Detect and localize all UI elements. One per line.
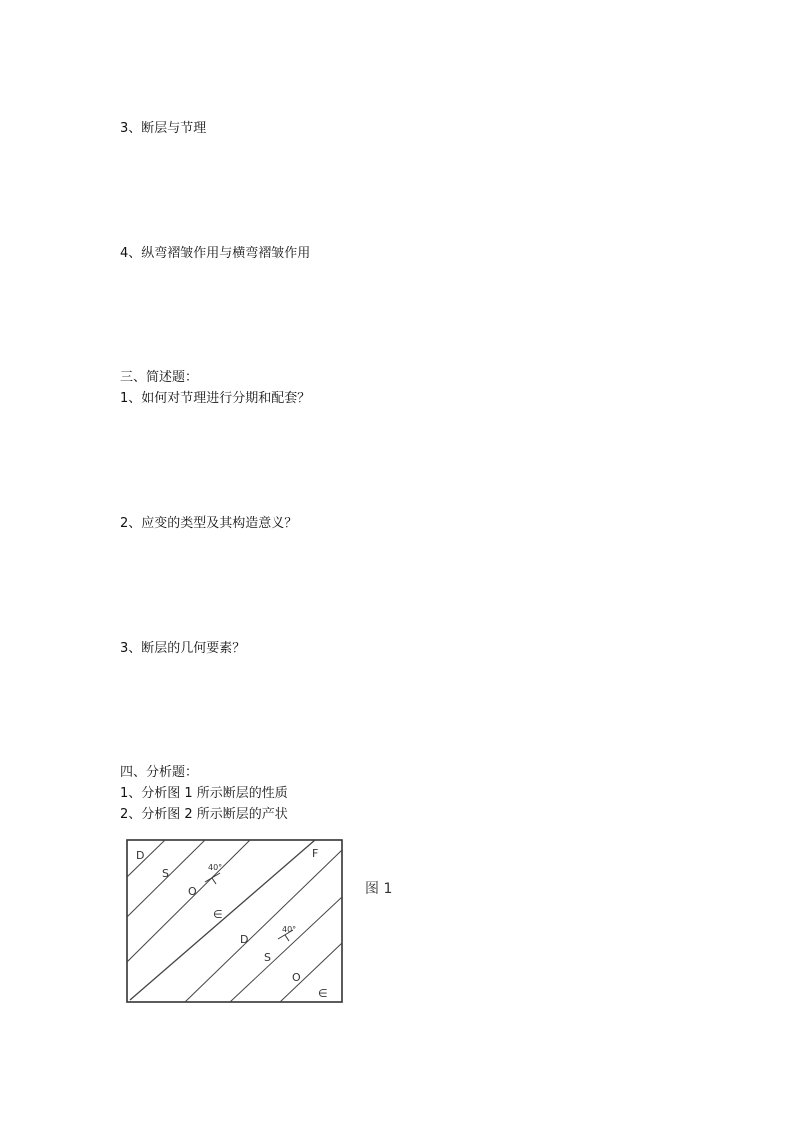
short-answer-3: 3、断层的几何要素？	[120, 641, 246, 656]
section-3-heading: 三、简述题：	[120, 370, 199, 385]
stratum-label: D	[136, 849, 145, 862]
boundary-line	[127, 840, 165, 877]
section-4-heading: 四、分析题：	[120, 765, 199, 780]
map-frame	[127, 840, 342, 1002]
fault-label: F	[312, 847, 319, 860]
boundary-line	[127, 840, 250, 962]
dip-angle-label: 40°	[208, 863, 223, 872]
stratum-label: D	[240, 933, 249, 946]
stratum-label: ∈	[213, 908, 223, 921]
question-4-folding-types: 4、纵弯褶皱作用与横弯褶皱作用	[120, 246, 311, 261]
stratum-label: S	[162, 867, 169, 880]
analysis-question-2: 2、分析图 2 所示断层的产状	[120, 807, 288, 822]
question-3-fault-and-joint: 3、断层与节理	[120, 121, 207, 136]
stratum-label: ∈	[318, 987, 328, 1000]
boundary-line	[280, 943, 342, 1002]
stratum-boundaries	[127, 840, 342, 1002]
figure-caption: 图 1	[365, 881, 393, 897]
analysis-question-1: 1、分析图 1 所示断层的性质	[120, 786, 288, 801]
figure-1-geologic-map	[120, 835, 420, 1010]
boundary-line	[185, 850, 342, 1002]
dip-angle-label: 40°	[282, 925, 297, 934]
short-answer-2: 2、应变的类型及其构造意义？	[120, 516, 298, 531]
short-answer-1: 1、如何对节理进行分期和配套？	[120, 391, 311, 406]
stratum-label: O	[292, 971, 301, 984]
stratum-label: S	[264, 951, 271, 964]
stratum-label: O	[188, 885, 197, 898]
